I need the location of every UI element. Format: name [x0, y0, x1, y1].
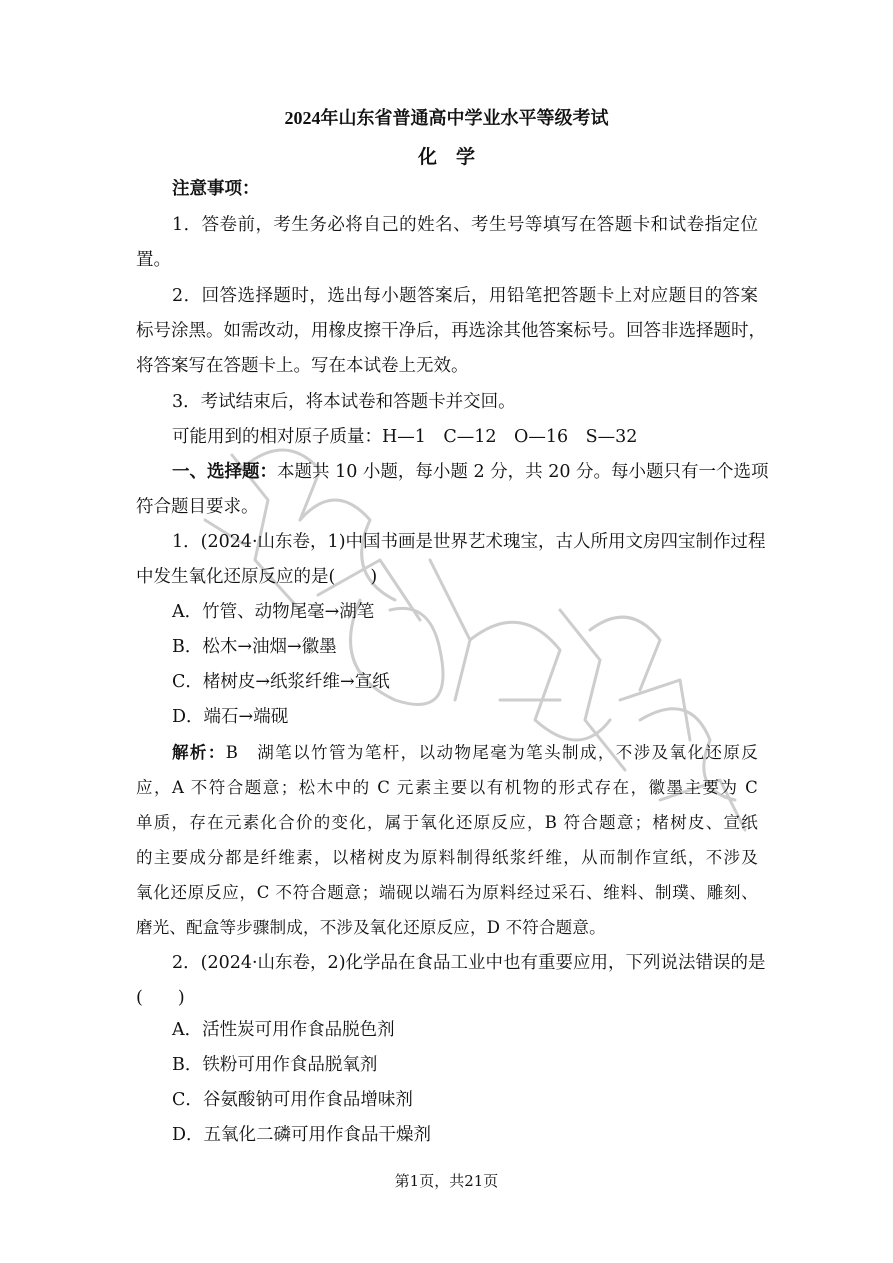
question-1-analysis-line-6: 磨光、配盒等步骤制成，不涉及氧化还原反应，D 不符合题意。	[136, 918, 606, 937]
question-1-analysis-line-1	[172, 735, 758, 771]
question-2-option-d: D．五氧化二磷可用作食品干燥剂	[172, 1125, 432, 1145]
question-2-option-b: B．铁粉可用作食品脱氧剂	[172, 1055, 378, 1075]
section-1-instructions: 本题共 10 小题，每小题 2 分，共 20 分。每小题只有一个选项	[277, 462, 769, 482]
notice-item-2-line-2: 标号涂黑。如需改动，用橡皮擦干净后，再选涂其他答案标号。回答非选择题时，	[136, 321, 766, 341]
question-1-stem-line-2: 中发生氧化还原反应的是( )	[136, 567, 378, 587]
question-2-stem-line-2: ( )	[136, 988, 185, 1008]
page-footer: 第1页，共21页	[394, 1172, 499, 1190]
atomic-masses: 可能用到的相对原子质量：H—1 C—12 O—16 S—32	[172, 427, 638, 447]
notice-item-2-line-3: 将答案写在答题卡上。写在本试卷上无效。	[136, 356, 469, 376]
question-1-option-b: B．松木→油烟→徽墨	[172, 637, 337, 657]
question-2-stem-line-1: 2．(2024·山东卷，2)化学品在食品工业中也有重要应用，下列说法错误的是	[172, 953, 766, 973]
notice-heading: 注意事项：	[172, 179, 260, 199]
question-1-option-a: A．竹管、动物尾毫→湖笔	[172, 602, 375, 622]
analysis-label: 解析：	[172, 743, 226, 762]
question-2-option-c: C．谷氨酸钠可用作食品增味剂	[172, 1090, 413, 1110]
notice-item-1-line-2: 置。	[136, 250, 171, 270]
question-1-analysis-line-5: 氧化还原反应，C 不符合题意；端砚以端石为原料经过采石、维料、制璞、雕刻、	[136, 883, 758, 902]
exam-title: 2024年山东省普通高中学业水平等级考试	[284, 108, 609, 128]
question-1-analysis-line-4: 的主要成分都是纤维素，以楮树皮为原料制得纸浆纤维，从而制作宣纸，不涉及	[136, 848, 758, 867]
question-1-option-d: D．端石→端砚	[172, 707, 289, 727]
section-1-instructions-line-2: 符合题目要求。	[136, 497, 259, 517]
question-1-stem-line-1: 1．(2024·山东卷，1)中国书画是世界艺术瑰宝，古人所用文房四宝制作过程	[172, 532, 766, 552]
subject-title: 化 学	[417, 146, 475, 168]
section-1-label: 一、选择题：	[172, 462, 277, 482]
question-2-option-a: A．活性炭可用作食品脱色剂	[172, 1020, 395, 1040]
notice-item-3: 3．考试结束后，将本试卷和答题卡并交回。	[172, 392, 516, 412]
section-1-heading	[172, 454, 769, 490]
analysis-text: B 湖笔以竹管为笔杆，以动物尾毫为笔头制成，不涉及氧化还原反	[225, 743, 758, 762]
notice-item-2-line-1: 2．回答选择题时，选出每小题答案后，用铅笔把答题卡上对应题目的答案	[172, 286, 758, 306]
question-1-analysis-line-2: 应，A 不符合题意；松木中的 C 元素主要以有机物的形式存在，徽墨主要为 C	[136, 778, 758, 797]
question-1-analysis-line-3: 单质，存在元素化合价的变化，属于氧化还原反应，B 符合题意；楮树皮、宣纸	[136, 813, 758, 832]
question-1-option-c: C．楮树皮→纸浆纤维→宣纸	[172, 672, 390, 692]
notice-item-1-line-1: 1．答卷前，考生务必将自己的姓名、考生号等填写在答题卡和试卷指定位	[172, 215, 758, 235]
